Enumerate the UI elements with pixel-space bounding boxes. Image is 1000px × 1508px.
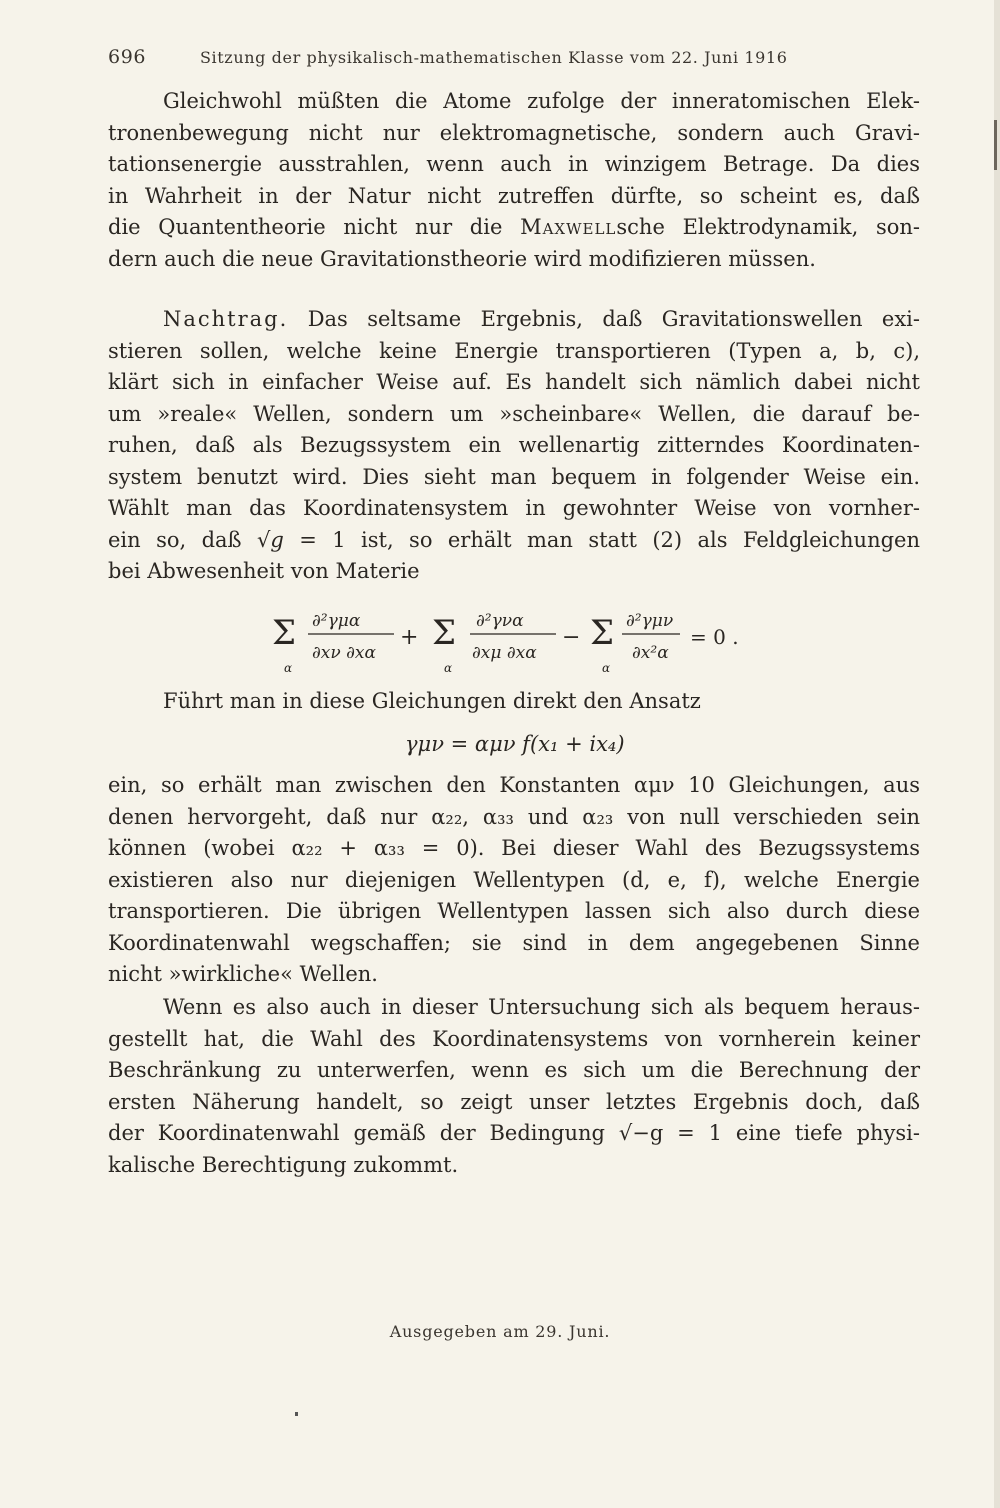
text-line: existieren also nur diejenigen Wellentypen (d, e, f), welche Energie xyxy=(108,867,920,892)
text-line: Wählt man das Koordinatensystem in gewohnter Weise von vornher- xyxy=(108,496,920,520)
sum-index: α xyxy=(602,661,611,675)
text-line: Führt man in diese Gleichungen direkt den Ansatz xyxy=(163,689,701,713)
plus-sign: + xyxy=(400,625,419,650)
text-line: bei Abwesenheit von Materie xyxy=(108,559,420,583)
term2-numerator: ∂²γνα xyxy=(476,611,524,631)
paragraph-1 xyxy=(108,86,920,275)
sum-sign: Σ xyxy=(272,613,297,653)
text-fragment: Das seltsame Ergebnis, daß Gravitationswellen exi- xyxy=(288,307,920,331)
text-line xyxy=(108,212,920,244)
text-line: ruhen, daß als Bezugssystem ein wellenartig zitterndes Koordinaten- xyxy=(108,433,920,457)
text-line: Beschränkung zu unterwerfen, wenn es sich um die Berechnung der xyxy=(108,1058,920,1082)
text-line xyxy=(108,304,920,336)
text-line: ersten Näherung handelt, so zeigt unser letztes Ergebnis doch, daß xyxy=(108,1089,920,1114)
term1-denominator: ∂xν ∂xα xyxy=(312,643,376,663)
equation-rhs: = 0 . xyxy=(690,625,739,649)
text-line: kalische Berechtigung zukommt. xyxy=(108,1152,459,1177)
sum-index: α xyxy=(444,661,453,675)
sqrt-g: √g xyxy=(257,527,284,552)
text-line: um »reale« Wellen, sondern um »scheinbare« Wellen, die darauf be- xyxy=(108,401,920,426)
term3-numerator: ∂²γμν xyxy=(626,611,674,631)
field-equation-svg xyxy=(272,598,792,676)
text-fragment: sche Elektrodynamik, son- xyxy=(616,215,920,239)
text-line: der Koordinatenwahl gemäß der Bedingung √−g = 1 eine tiefe physi- xyxy=(108,1121,920,1145)
text-line: Koordinatenwahl wegschaffen; sie sind in dem angegebenen Sinne xyxy=(108,930,920,955)
paragraph-ansatz xyxy=(108,686,920,718)
field-equation xyxy=(272,598,792,676)
issued-note: Ausgegeben am 29. Juni. xyxy=(389,1322,611,1341)
page-number: 696 xyxy=(108,46,147,68)
sum-index: α xyxy=(284,661,293,675)
text-line: in Wahrheit in der Natur nicht zutreffen dürfte, so scheint es, daß xyxy=(108,183,920,208)
minus-sign: − xyxy=(562,625,581,650)
text-line: Gleichwohl müßten die Atome zufolge der inneratomischen Elek- xyxy=(163,89,920,113)
maxwell-name: Maxwell xyxy=(520,215,617,239)
term1-numerator: ∂²γμα xyxy=(312,611,361,631)
running-title: Sitzung der physikalisch-mathematischen Klasse vom 22. Juni 1916 xyxy=(200,48,788,67)
text-line: tationsenergie ausstrahlen, wenn auch in winzigem Betrage. Da dies xyxy=(108,152,920,176)
text-line: gestellt hat, die Wahl des Koordinatensystems von vornherein keiner xyxy=(108,1026,920,1051)
text-fragment: = 1 ist, so erhält man statt (2) als Feldgleichungen xyxy=(283,527,920,552)
text-fragment: die Quantentheorie nicht nur die xyxy=(108,215,521,239)
text-line: transportieren. Die übrigen Wellentypen lassen sich also durch diese xyxy=(108,899,920,923)
paragraph-4 xyxy=(108,770,920,991)
text-line: ein, so erhält man zwischen den Konstanten αμν 10 Gleichungen, aus xyxy=(108,773,920,797)
text-line: dern auch die neue Gravitationstheorie wird modifizieren müssen. xyxy=(108,246,816,271)
page-edge xyxy=(994,0,1000,1508)
text-line: klärt sich in einfacher Weise auf. Es handelt sich nämlich dabei nicht xyxy=(108,370,920,394)
edge-mark xyxy=(994,120,997,170)
ink-speck xyxy=(295,1412,298,1416)
ansatz-formula: γμν = αμν f(x₁ + ix₄) xyxy=(405,732,625,756)
sum-sign: Σ xyxy=(590,613,615,653)
text-line: nicht »wirkliche« Wellen. xyxy=(108,962,378,986)
text-fragment: ein so, daß xyxy=(108,527,257,552)
sum-sign: Σ xyxy=(432,613,457,653)
text-line: stieren sollen, welche keine Energie transportieren (Typen a, b, c), xyxy=(108,338,920,363)
term2-denominator: ∂xμ ∂xα xyxy=(472,643,537,663)
term3-denominator: ∂x²α xyxy=(632,643,669,663)
nachtrag-heading: Nachtrag. xyxy=(163,307,289,331)
text-line: Wenn es also auch in dieser Untersuchung sich als bequem heraus- xyxy=(163,995,920,1019)
text-line: denen hervorgeht, daß nur α₂₂, α₃₃ und α₂₃ von null verschieden sein xyxy=(108,804,920,829)
paragraph-nachtrag xyxy=(108,304,920,588)
text-line: system benutzt wird. Dies sieht man bequem in folgender Weise ein. xyxy=(108,464,920,489)
text-line: können (wobei α₂₂ + α₃₃ = 0). Bei dieser Wahl des Bezugssystems xyxy=(108,836,920,860)
text-line: tronenbewegung nicht nur elektromagnetische, sondern auch Gravi- xyxy=(108,120,920,145)
paragraph-5 xyxy=(108,992,920,1181)
text-line xyxy=(108,525,920,557)
